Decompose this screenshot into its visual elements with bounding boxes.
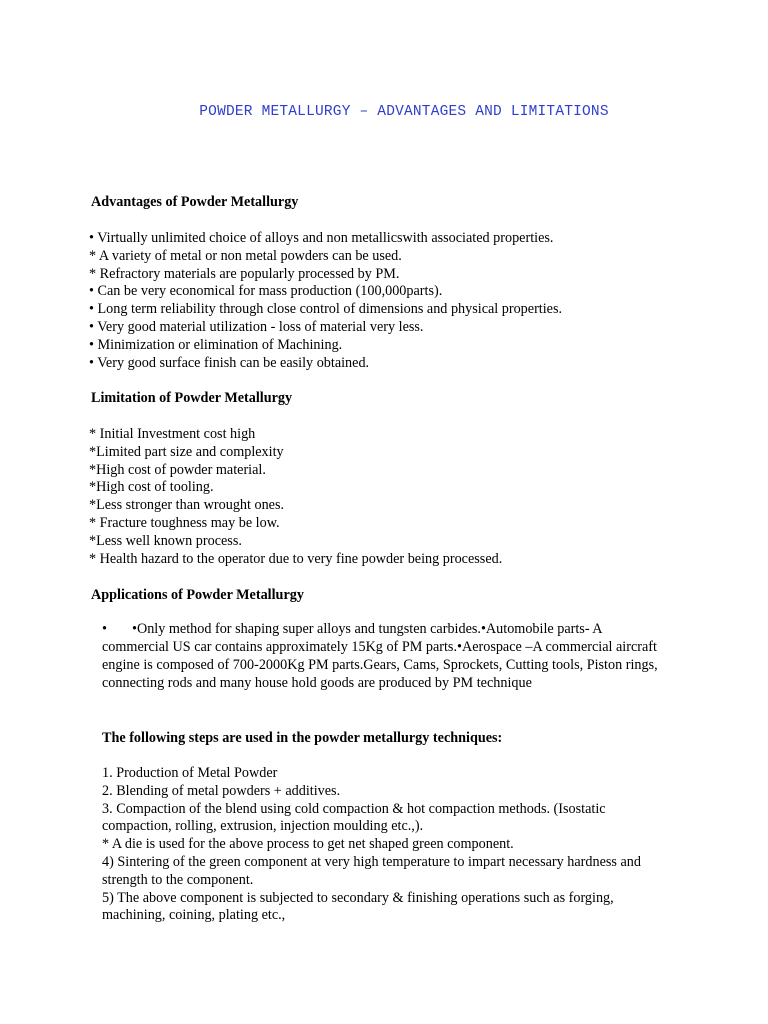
list-item: • Very good surface finish can be easily obtained. [89, 354, 370, 371]
list-item: compaction, rolling, extrusion, injection moulding etc.,). [102, 818, 424, 835]
applications-heading: Applications of Powder Metallurgy [91, 587, 304, 603]
list-item: *Less well known process. [89, 532, 242, 549]
list-item: *High cost of powder material. [89, 461, 266, 478]
list-item: strength to the component. [102, 871, 254, 888]
list-item: * Initial Investment cost high [89, 426, 256, 442]
list-item: *Less stronger than wrought ones. [89, 497, 285, 514]
list-item: • Minimization or elimination of Machining. [89, 336, 343, 353]
list-item: • Long term reliability through close control of dimensions and physical properties. [89, 301, 563, 318]
list-item: 1. Production of Metal Powder [102, 765, 278, 781]
list-item: 4) Sintering of the green component at very high temperature to impart necessary hardness and [102, 853, 641, 870]
list-item: * Fracture toughness may be low. [89, 514, 280, 531]
steps-heading: The following steps are used in the powder metallurgy techniques: [102, 730, 503, 746]
list-item: * A variety of metal or non metal powders can be used. [89, 247, 402, 264]
list-item: * A die is used for the above process to get net shaped green component. [102, 836, 514, 853]
list-item: *Limited part size and complexity [89, 443, 284, 460]
limitations-list [89, 425, 502, 567]
steps-list [102, 764, 641, 924]
list-item: machining, coining, plating etc., [102, 907, 286, 924]
applications-text: •Only method for shaping super alloys and tungsten carbides.•Automobile parts- A commercial US car contains approximately 15Kg of PM parts.•Aerospace –A commercial aircraft engine is composed of 700-2000Kg PM parts.Gears, Cams, Sprockets, Cutting tools, Piston rings, connecting rods and many house hold goods are produced by PM technique [102, 621, 658, 691]
list-item: 5) The above component is subjected to secondary & finishing operations such as forging, [102, 889, 614, 906]
list-item: • Very good material utilization - loss of material very less. [89, 318, 424, 335]
list-item: • Virtually unlimited choice of alloys and non metallicswith associated properties. [89, 230, 554, 246]
list-item: 2. Blending of metal powders + additives. [102, 782, 341, 799]
list-item: * Health hazard to the operator due to very fine powder being processed. [89, 550, 503, 567]
bullet-marker: • [102, 621, 107, 637]
list-item: * Refractory materials are popularly processed by PM. [89, 265, 400, 282]
list-item: • Can be very economical for mass production (100,000parts). [89, 283, 443, 300]
applications-paragraph [102, 620, 662, 692]
advantages-list [89, 229, 562, 371]
list-item: 3. Compaction of the blend using cold compaction & hot compaction methods. (Isostatic [102, 800, 606, 817]
limitations-heading: Limitation of Powder Metallurgy [91, 390, 293, 406]
page-title: POWDER METALLURGY – ADVANTAGES AND LIMITATIONS [199, 104, 609, 120]
advantages-heading: Advantages of Powder Metallurgy [91, 194, 299, 210]
list-item: *High cost of tooling. [89, 479, 214, 496]
